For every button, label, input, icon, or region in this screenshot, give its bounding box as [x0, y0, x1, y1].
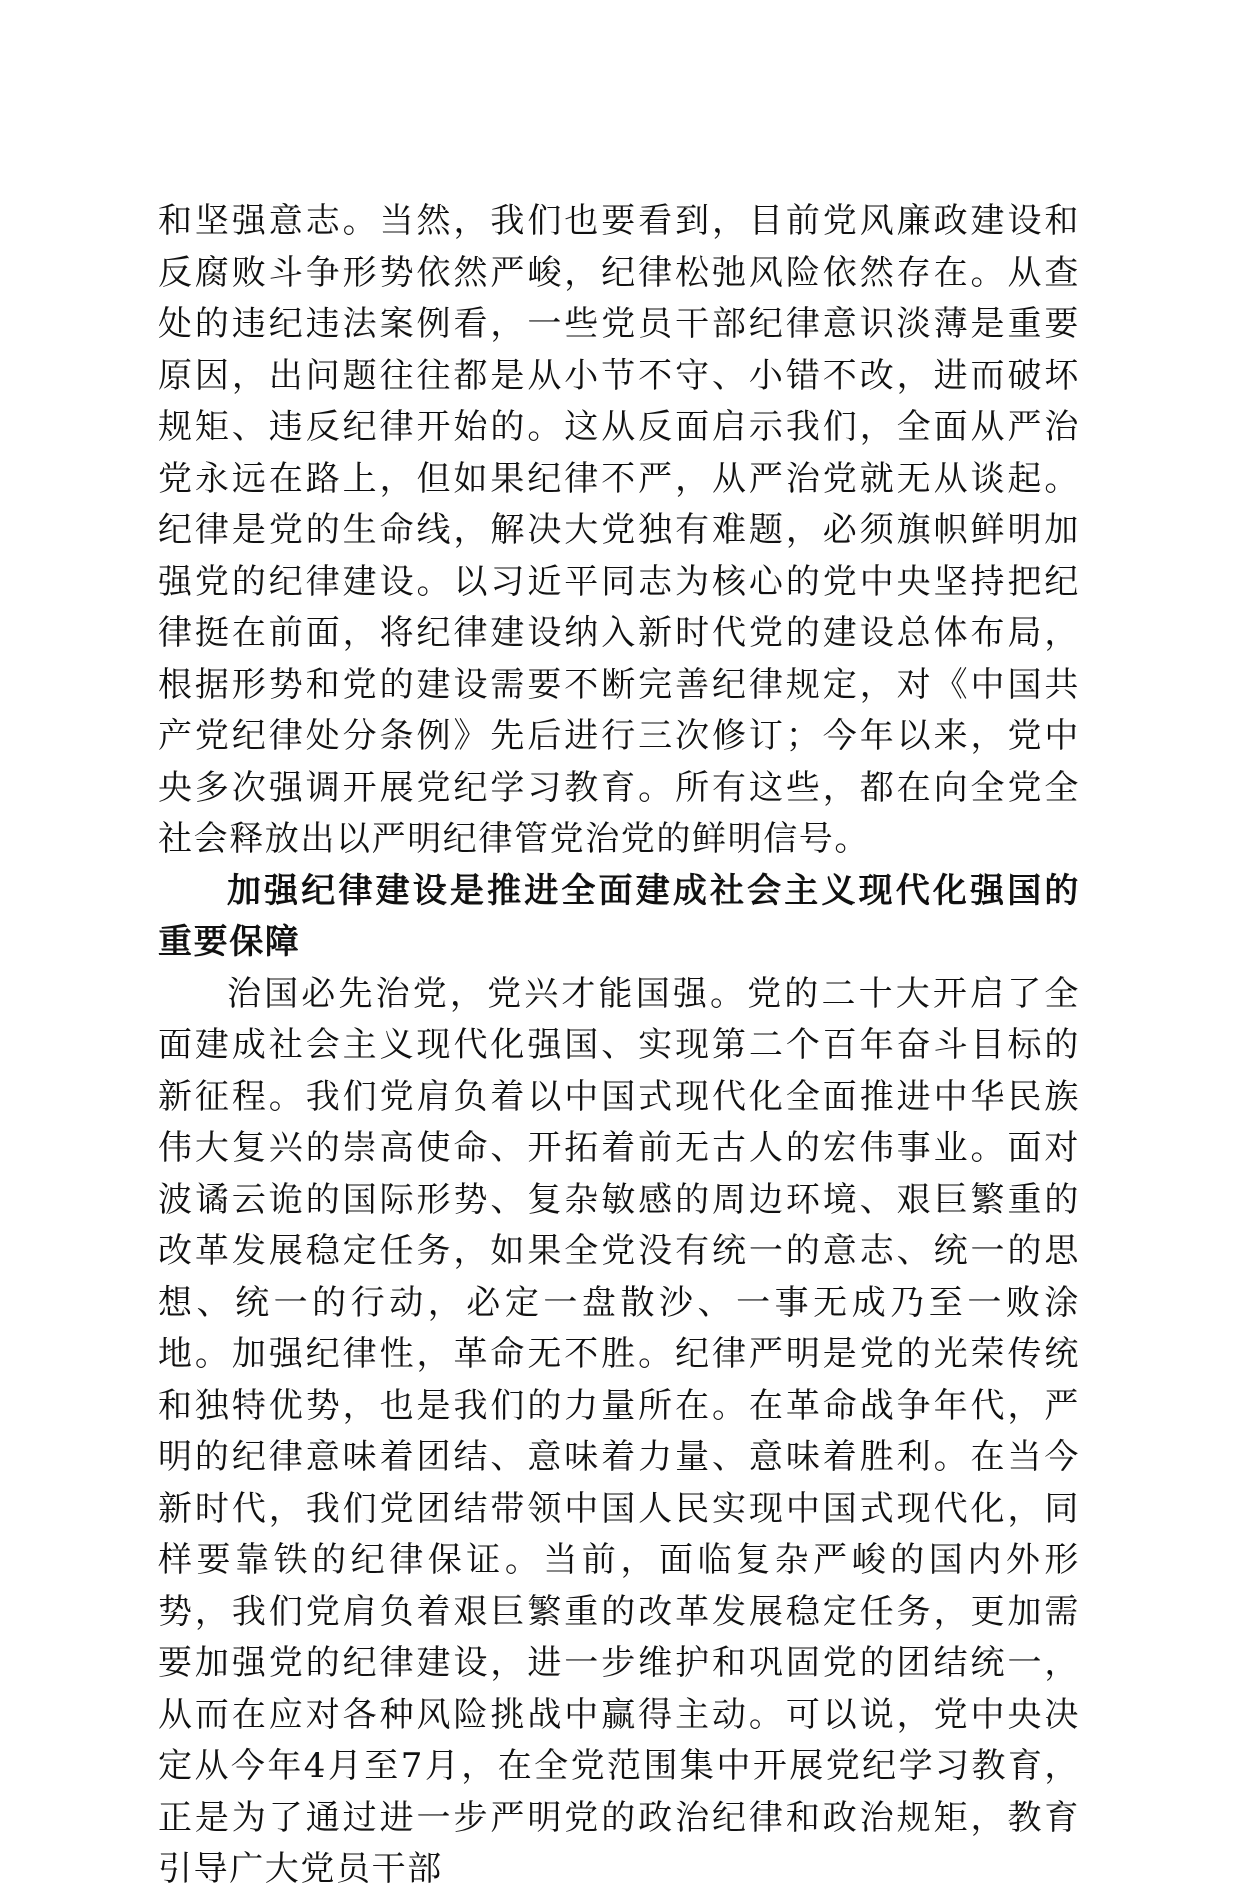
- section-heading: 加强纪律建设是推进全面建成社会主义现代化强国的重要保障: [158, 870, 1080, 962]
- body-paragraph-continued: 和坚强意志。当然，我们也要看到，目前党风廉政建设和反腐败斗争形势依然严峻，纪律松弛风险依然存在。从查处的违纪违法案例看，一些党员干部纪律意识淡薄是重要原因，出问题往往都是从小节不守、小错不改，进而破坏规矩、违反纪律开始的。这从反面启示我们，全面从严治党永远在路上，但如果纪律不严，从严治党就无从谈起。纪律是党的生命线，解决大党独有难题，必须旗帜鲜明加强党的纪律建设。以习近平同志为核心的党中央坚持把纪律挺在前面，将纪律建设纳入新时代党的建设总体布局，根据形势和党的建设需要不断完善纪律规定，对《中国共产党纪律处分条例》先后进行三次修订；今年以来，党中央多次强调开展党纪学习教育。所有这些，都在向全党全社会释放出以严明纪律管党治党的鲜明信号。: [158, 201, 1080, 859]
- document-body: [158, 196, 1080, 1896]
- body-paragraph: 治国必先治党，党兴才能国强。党的二十大开启了全面建成社会主义现代化强国、实现第二个百年奋斗目标的新征程。我们党肩负着以中国式现代化全面推进中华民族伟大复兴的崇高使命、开拓着前无古人的宏伟事业。面对波谲云诡的国际形势、复杂敏感的周边环境、艰巨繁重的改革发展稳定任务，如果全党没有统一的意志、统一的思想、统一的行动，必定一盘散沙、一事无成乃至一败涂地。加强纪律性，革命无不胜。纪律严明是党的光荣传统和独特优势，也是我们的力量所在。在革命战争年代，严明的纪律意味着团结、意味着力量、意味着胜利。在当今新时代，我们党团结带领中国人民实现中国式现代化，同样要靠铁的纪律保证。当前，面临复杂严峻的国内外形势，我们党肩负着艰巨繁重的改革发展稳定任务，更加需要加强党的纪律建设，进一步维护和巩固党的团结统一，从而在应对各种风险挑战中赢得主动。可以说，党中央决定从今年4月至7月，在全党范围集中开展党纪学习教育，正是为了通过进一步严明党的政治纪律和政治规矩，教育引导广大党员干部: [158, 973, 1080, 1889]
